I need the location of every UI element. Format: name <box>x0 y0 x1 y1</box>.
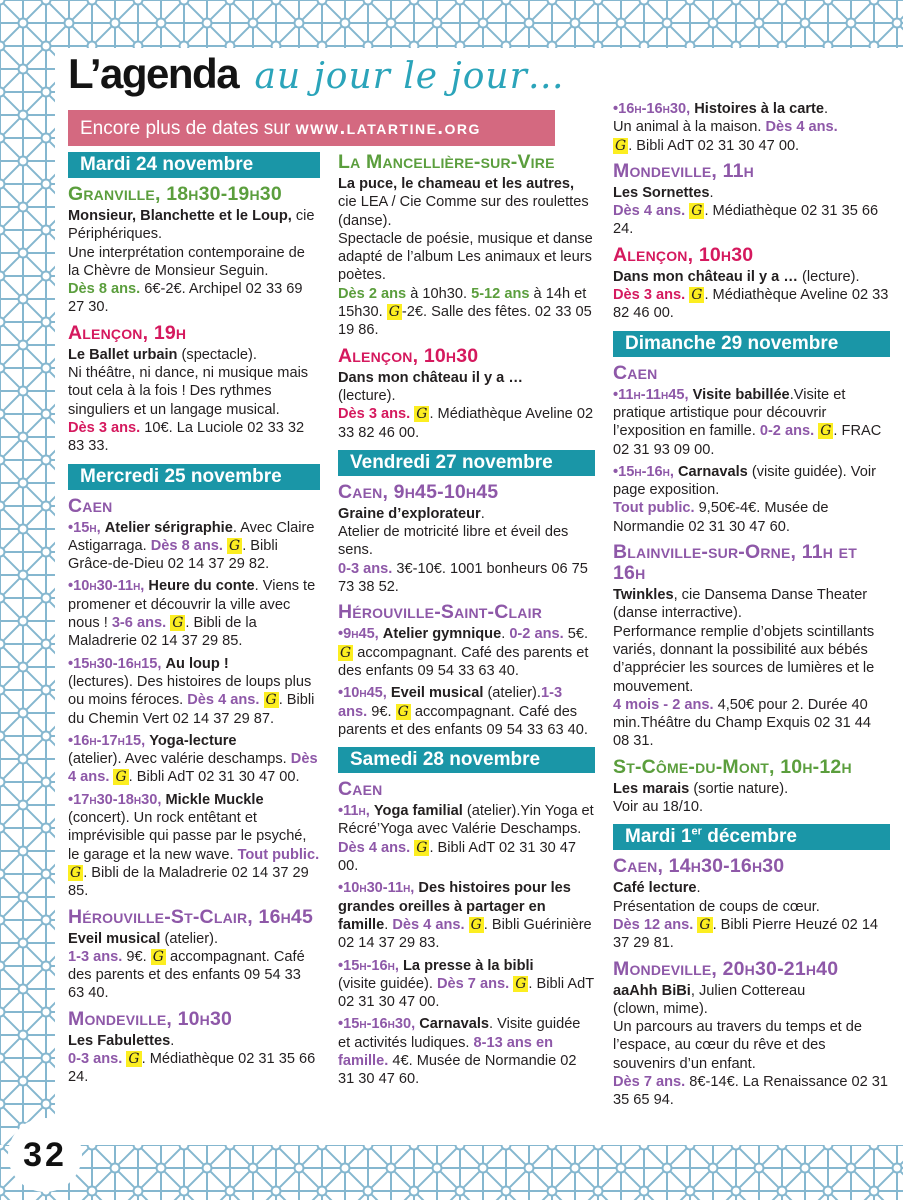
day-header: Samedi 28 novembre <box>338 747 595 773</box>
venue-header: Caen, 9h45-10h45 <box>338 480 499 503</box>
text-segment: 9€. <box>122 948 151 965</box>
event-entry <box>338 505 595 596</box>
event-entry <box>68 732 320 787</box>
text-segment: (atelier). <box>160 930 219 947</box>
text-segment: Dans mon château il y a … <box>338 369 523 386</box>
text-segment: 1-3 ans. <box>68 948 123 965</box>
event-entry <box>613 982 890 1110</box>
page-title-script: au jour le jour… <box>254 56 565 97</box>
page-title <box>68 50 565 98</box>
text-segment: 1-3 ans. <box>338 685 563 720</box>
gratuit-badge: G <box>691 203 703 220</box>
text-segment: . Bibli Pierre Heuzé 02 14 37 29 81. <box>613 916 879 952</box>
gratuit-badge: G <box>172 615 184 632</box>
text-segment: (clown, mime). <box>613 1000 708 1017</box>
event-entry <box>338 175 595 340</box>
text-segment: . Avec Claire Astigarraga. <box>68 519 315 554</box>
text-segment: Ni théâtre, ni dance, ni musique mais tout cela à la fois ! Des rythmes singuliers et un langage musical. <box>68 365 309 418</box>
event-entry <box>613 184 890 239</box>
text-segment: (concert). Un rock entêtant et imprévisible qui passe par le psyché, le garage et la new wave. <box>68 810 307 863</box>
event-entry <box>338 684 595 739</box>
gratuit-badge: G <box>470 916 482 933</box>
day-header: Mardi 1er décembre <box>613 824 890 850</box>
text-segment: •15h30-16h15, <box>68 655 166 672</box>
text-segment: •16h-17h15, <box>68 732 150 749</box>
event-entry <box>68 930 320 1003</box>
day-header: Vendredi 27 novembre <box>338 450 595 476</box>
gratuit-badge: G <box>397 703 409 720</box>
text-segment: Spectacle de poésie, musique et danse adapté de l’album Les animaux et leurs poètes. <box>338 230 593 284</box>
text-segment: 4€. Musée de Normandie 02 31 30 47 60. <box>338 1052 577 1088</box>
text-segment: •15h-16h, <box>613 463 678 480</box>
text-segment: Performance remplie d’objets scintillants variés, donnant la possibilité aux bébés d’apprécier les sources de lumières et le mouvement. <box>613 623 875 695</box>
text-segment: . Bibli Grâce-de-Dieu 02 14 37 29 82. <box>68 537 278 573</box>
text-segment: Atelier sérigraphie <box>104 519 233 536</box>
agenda-column-3 <box>613 100 890 1114</box>
venue-header: Granville, 18h30-19h30 <box>68 183 282 205</box>
text-segment: (lecture). <box>338 387 396 404</box>
event-entry <box>613 780 890 817</box>
venue-header: Caen, 14h30-16h30 <box>613 855 785 878</box>
text-segment: Yoga familial <box>373 803 463 820</box>
text-segment: . <box>170 1032 175 1049</box>
day-header: Dimanche 29 novembre <box>613 331 890 357</box>
text-segment: . Bibli AdT 02 31 30 47 00. <box>128 769 300 786</box>
text-segment: . Viens te promener et découvrir la ville avec nous ! <box>68 578 316 632</box>
text-segment: 4 mois - 2 ans. <box>613 696 714 713</box>
text-segment: . Bibli AdT 02 31 30 47 00. <box>338 839 577 875</box>
text-segment: Carnavals <box>419 1016 490 1033</box>
text-segment: •9h45, <box>338 626 383 643</box>
text-segment: 3€-10€. 1001 bonheurs 06 75 73 38 52. <box>338 560 588 596</box>
text-segment: Dès 3 ans. <box>338 406 415 423</box>
agenda-column-1 <box>68 152 320 1091</box>
text-segment: Eveil musical <box>68 930 161 947</box>
text-segment: Une interprétation contemporaine de la Chèvre de Monsieur Seguin. <box>68 244 305 279</box>
day-header: Mercredi 25 novembre <box>68 464 320 490</box>
text-segment: Dès 8 ans. <box>150 537 228 554</box>
text-segment: . <box>824 101 829 117</box>
text-segment: . Bibli Guérinière 02 14 37 29 83. <box>338 916 592 952</box>
text-segment: Les marais <box>613 780 690 797</box>
text-segment: Le Ballet urbain <box>68 346 178 363</box>
promo-site-url: www.latartine.org <box>295 117 481 139</box>
venue-header: Hérouville-St-Clair, 16h45 <box>68 905 314 928</box>
gratuit-badge: G <box>229 537 241 554</box>
text-segment: , Julien Cottereau <box>690 982 806 999</box>
event-entry <box>613 268 890 323</box>
text-segment: (lecture). <box>797 268 860 285</box>
text-segment: , cie Dansema Danse Theater (danse interractive). <box>613 587 868 622</box>
text-segment: Histoires à la carte <box>694 101 825 117</box>
text-segment: Les Fabulettes <box>68 1032 171 1049</box>
event-entry <box>613 879 890 952</box>
text-segment: Atelier de motricité libre et éveil des sens. <box>338 524 569 559</box>
text-segment: •15h, <box>68 519 105 536</box>
venue-header: Hérouville-Saint-Clair <box>338 601 542 624</box>
promo-banner <box>68 110 555 146</box>
text-segment: (visite guidée). <box>338 975 437 992</box>
gratuit-badge: G <box>820 423 832 440</box>
text-segment: Dès 2 ans <box>338 285 407 302</box>
event-entry <box>613 586 890 751</box>
text-segment: 10€. La Luciole 02 33 32 83 33. <box>68 419 305 455</box>
gratuit-badge: G <box>615 137 627 154</box>
event-entry <box>68 1032 320 1087</box>
gratuit-badge: G <box>515 975 527 992</box>
text-segment: à 10h30. <box>406 285 472 302</box>
text-segment: cie Périphériques. <box>68 208 315 243</box>
event-entry <box>68 791 320 901</box>
text-segment: •11h, <box>338 803 374 820</box>
gratuit-badge: G <box>115 769 127 786</box>
text-segment: . Médiathèque Aveline 02 33 82 46 00. <box>613 287 889 322</box>
text-segment: Tout public. <box>237 846 320 863</box>
text-segment: Présentation de coups de cœur. <box>613 898 820 915</box>
text-segment: . <box>696 880 701 897</box>
agenda-column-2 <box>338 152 595 1093</box>
text-segment: Carnavals <box>678 463 748 480</box>
event-entry <box>613 463 890 536</box>
text-segment: Un parcours au travers du temps et de l’espace, au cœur du rêve et des souvenirs d’un enfant. <box>613 1019 863 1072</box>
text-segment: 0-3 ans. <box>338 560 393 577</box>
event-entry <box>613 386 890 459</box>
text-segment: (spectacle). <box>177 346 257 363</box>
gratuit-badge: G <box>416 839 428 856</box>
text-segment: . Bibli de la Maladrerie 02 14 37 29 85. <box>68 615 257 650</box>
event-entry <box>68 577 320 650</box>
text-segment: 0-3 ans. <box>68 1050 127 1067</box>
text-segment: aaAhh BiBi <box>613 982 691 999</box>
text-segment: Des histoires pour les grandes oreilles à partager en famille <box>338 880 571 933</box>
text-segment: (atelier). Avec valérie deschamps. <box>68 751 291 768</box>
gratuit-badge: G <box>128 1050 140 1067</box>
text-segment: Voir au 18/10. <box>613 799 704 816</box>
text-segment: . Bibli AdT 02 31 30 47 00. <box>338 975 594 1011</box>
text-segment: 3-6 ans. <box>111 615 171 632</box>
gratuit-badge: G <box>265 692 277 709</box>
text-segment: La presse à la bibli <box>403 957 534 974</box>
gratuit-badge: G <box>416 406 428 423</box>
text-segment: La puce, le chameau et les autres, <box>338 176 575 192</box>
event-entry <box>613 100 890 155</box>
border-pattern-bottom <box>0 1145 903 1200</box>
gratuit-badge: G <box>70 864 82 881</box>
text-segment: Dès 3 ans. <box>613 287 690 304</box>
text-segment: Café lecture <box>613 880 697 897</box>
event-entry <box>68 655 320 728</box>
venue-header: Blainville-sur-Orne, 11h et 16h <box>613 541 857 585</box>
text-segment: Un animal à la maison. <box>613 119 766 136</box>
border-pattern-top <box>0 0 903 48</box>
text-segment: Dès 4 ans. <box>68 751 318 786</box>
text-segment: -2€. Salle des fêtes. 02 33 05 19 86. <box>338 304 592 339</box>
text-segment: Dès 4 ans. <box>392 916 469 933</box>
venue-header: Mondeville, 11h <box>613 159 754 182</box>
venue-header: St-Côme-du-Mont, 10h-12h <box>613 755 852 778</box>
text-segment: Dès 4 ans. <box>338 839 415 856</box>
text-segment: Atelier gymnique <box>382 626 502 643</box>
text-segment: Dès 7 ans. <box>436 975 514 992</box>
text-segment: . Visite guidée et activités ludiques. <box>338 1016 581 1051</box>
text-segment: •15h-16h, <box>338 957 403 974</box>
text-segment: . Médiathèque Aveline 02 33 82 46 00. <box>338 406 594 441</box>
text-segment: (atelier). <box>483 685 541 702</box>
text-segment: Dès 3 ans. <box>68 419 141 436</box>
event-entry <box>68 346 320 456</box>
text-segment: •17h30-18h30, <box>68 791 166 808</box>
venue-header: Mondeville, 10h30 <box>68 1007 233 1030</box>
text-segment: . <box>709 184 714 201</box>
text-segment: à 14h et 15h30. <box>338 285 587 321</box>
event-entry <box>68 207 320 317</box>
text-segment: . <box>480 505 485 522</box>
venue-header: Caen <box>338 778 383 801</box>
text-segment: Dès 8 ans. <box>68 281 141 298</box>
gratuit-badge: G <box>388 304 400 321</box>
text-segment: Au loup ! <box>165 655 229 672</box>
text-segment: Twinkles <box>613 587 674 604</box>
text-segment: . <box>384 916 393 933</box>
text-segment: Visite babillée <box>692 386 790 403</box>
border-pattern-left <box>0 0 55 1200</box>
event-entry <box>338 957 595 1012</box>
gratuit-badge: G <box>699 916 711 933</box>
event-entry <box>68 519 320 574</box>
event-entry <box>338 1015 595 1088</box>
venue-header: Caen <box>613 361 658 384</box>
text-segment: 0-2 ans. <box>759 423 819 440</box>
text-segment: •10h45, <box>338 685 391 702</box>
page-number: 32 <box>23 1136 67 1174</box>
text-segment: . <box>501 626 510 643</box>
venue-header: Caen <box>68 494 113 517</box>
text-segment: •16h-16h30, <box>613 101 695 117</box>
text-segment: •10h30-11h, <box>68 578 149 595</box>
event-entry <box>338 879 595 952</box>
text-segment: Dès 4 ans. <box>765 119 838 136</box>
page-title-main: L’agenda <box>68 50 239 97</box>
text-segment: (visite guidée). Voir page exposition. <box>613 463 876 499</box>
text-segment: Mickle Muckle <box>165 791 264 808</box>
text-segment: Les Sornettes <box>613 184 710 201</box>
text-segment: . FRAC 02 31 93 09 00. <box>613 423 882 458</box>
text-segment: Eveil musical <box>390 685 484 702</box>
text-segment: •11h-11h45, <box>613 386 693 403</box>
text-segment: 4,50€ pour 2. Durée 40 min.Théâtre du Champ Exquis 02 31 44 08 31. <box>613 696 871 750</box>
venue-header: La Mancellière-sur-Vire <box>338 151 555 173</box>
text-segment: Heure du conte <box>148 578 255 595</box>
text-segment: 9€. <box>367 703 396 720</box>
text-segment: Dès 7 ans. <box>613 1073 686 1090</box>
text-segment: accompagnant. Café des parents et des enfants 09 54 33 63 40. <box>338 644 589 679</box>
venue-header: Mondeville, 20h30-21h40 <box>613 957 839 980</box>
text-segment: (sortie nature). <box>689 780 789 797</box>
text-segment: Dès 12 ans. <box>613 916 698 933</box>
venue-header: Alençon, 19h <box>68 321 187 344</box>
promo-text: Encore plus de dates sur <box>80 118 296 139</box>
text-segment: 6€-2€. Archipel 02 33 69 27 30. <box>68 281 303 316</box>
text-segment: Tout public. <box>613 500 695 517</box>
gratuit-badge: G <box>340 644 352 661</box>
text-segment: cie LEA / Cie Comme sur des roulettes (danse). <box>338 194 589 229</box>
text-segment: 8€-14€. La Renaissance 02 31 35 65 94. <box>613 1073 889 1109</box>
gratuit-badge: G <box>152 948 164 965</box>
event-entry <box>338 369 595 442</box>
text-segment: Dans mon château il y a … <box>613 268 798 285</box>
text-segment: •15h-16h30, <box>338 1016 420 1033</box>
text-segment: 5-12 ans <box>471 285 530 302</box>
text-segment: (lectures). Des histoires de loups plus ou moins féroces. <box>68 673 312 709</box>
text-segment: Monsieur, Blanchette et le Loup, <box>68 208 292 224</box>
day-header: Mardi 24 novembre <box>68 152 320 178</box>
text-segment: accompagnant. Café des parents et des enfants 09 54 33 63 40. <box>338 703 588 738</box>
page-number-badge <box>8 1118 82 1192</box>
venue-header: Alençon, 10h30 <box>613 243 754 266</box>
text-segment: Yoga-lecture <box>149 732 237 749</box>
text-segment: 9,50€-4€. Musée de Normandie 02 31 30 47 60. <box>613 500 829 535</box>
text-segment: . Médiathèque 02 31 35 66 24. <box>68 1050 316 1086</box>
text-segment: Dès 4 ans. <box>613 203 690 220</box>
text-segment: 5€. <box>563 626 589 643</box>
text-segment: . Médiathèque 02 31 35 66 24. <box>613 203 879 238</box>
text-segment: Graine d’explorateur <box>338 505 481 522</box>
event-entry <box>338 802 595 875</box>
venue-header: Alençon, 10h30 <box>338 344 479 367</box>
text-segment: Dès 4 ans. <box>187 692 264 709</box>
text-segment: . Bibli de la Maladrerie 02 14 37 29 85. <box>68 864 309 900</box>
text-segment: . Bibli du Chemin Vert 02 14 37 29 87. <box>68 692 315 727</box>
gratuit-badge: G <box>691 287 703 304</box>
text-segment: accompagnant. Café des parents et des enfants 09 54 33 63 40. <box>68 948 305 1002</box>
text-segment: . Bibli AdT 02 31 30 47 00. <box>628 137 800 154</box>
event-entry <box>338 625 595 680</box>
text-segment: .Visite et pratique artistique pour découvrir l’exposition en famille. <box>613 386 846 440</box>
text-segment: (atelier).Yin Yoga et Récré’Yoga avec Valérie Deschamps. <box>338 803 594 838</box>
text-segment: •10h30-11h, <box>338 880 419 897</box>
text-segment: 8-13 ans en famille. <box>338 1034 553 1069</box>
text-segment: 0-2 ans. <box>509 626 564 643</box>
